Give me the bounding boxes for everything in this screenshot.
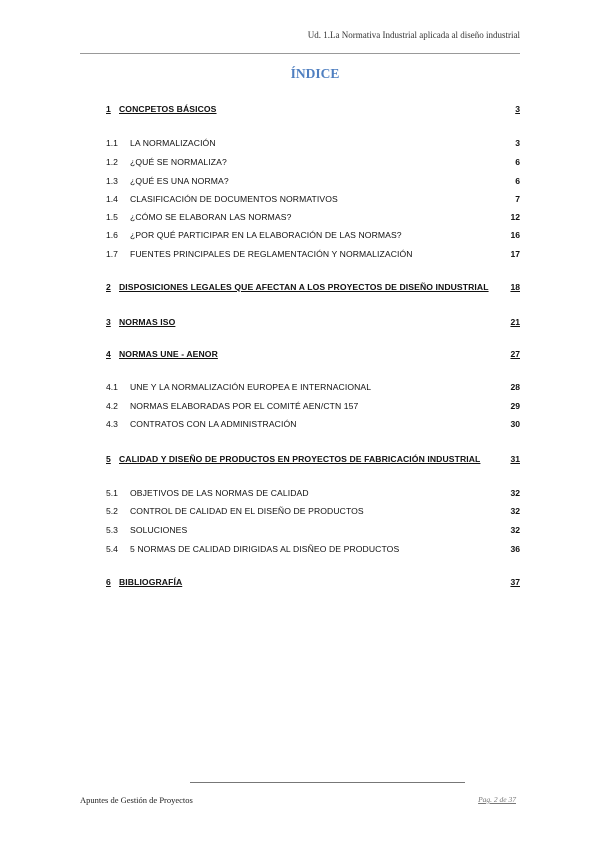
toc-page-number: 31: [510, 454, 520, 464]
toc-number: 5.4: [106, 544, 118, 554]
toc-entry-5-4[interactable]: [106, 544, 520, 555]
toc-number: 4.3: [106, 419, 118, 429]
toc-number: 1.5: [106, 212, 118, 222]
toc-entry-1-4[interactable]: [106, 194, 520, 205]
toc-label: CALIDAD Y DISEÑO DE PRODUCTOS EN PROYECTOS DE FABRICACIÓN INDUSTRIAL: [119, 454, 481, 464]
toc-page-number: 21: [510, 317, 520, 327]
toc-label: CLASIFICACIÓN DE DOCUMENTOS NORMATIVOS: [130, 194, 338, 204]
toc-page-number: 32: [510, 525, 520, 535]
toc-label: ¿QUÉ SE NORMALIZA?: [130, 157, 227, 167]
toc-number: 1.4: [106, 194, 118, 204]
toc-number: 3: [106, 317, 111, 327]
toc-number: 5.3: [106, 525, 118, 535]
toc-page-number: 3: [515, 138, 520, 148]
toc-label: NORMAS ELABORADAS POR EL COMITÉ AEN/CTN 157: [130, 401, 359, 411]
toc-page-number: 17: [510, 249, 520, 259]
toc-number: 1.6: [106, 230, 118, 240]
page-header: Ud. 1.La Normativa Industrial aplicada al diseño industrial: [307, 30, 520, 40]
toc-page-number: 6: [515, 157, 520, 167]
toc-entry-4-1[interactable]: [106, 382, 520, 393]
toc-entry-4-2[interactable]: [106, 401, 520, 412]
toc-number: 4.1: [106, 382, 118, 392]
toc-label: CONCPETOS BÁSICOS: [119, 104, 217, 114]
toc-label: NORMAS UNE - AENOR: [119, 349, 218, 359]
toc-label: ¿POR QUÉ PARTICIPAR EN LA ELABORACIÓN DE LAS NORMAS?: [130, 230, 402, 240]
toc-entry-1-6[interactable]: [106, 230, 520, 241]
toc-entry-5-2[interactable]: [106, 506, 520, 517]
toc-number: 6: [106, 577, 111, 587]
toc-entry-4-3[interactable]: [106, 419, 520, 430]
toc-number: 5: [106, 454, 111, 464]
toc-entry-1-2[interactable]: [106, 157, 520, 168]
toc-page-number: 27: [510, 349, 520, 359]
footer-page-number: Pag. 2 de 37: [478, 795, 516, 804]
toc-number: 5.1: [106, 488, 118, 498]
toc-number: 5.2: [106, 506, 118, 516]
toc-entry-2[interactable]: [106, 282, 520, 293]
toc-label: ¿CÓMO SE ELABORAN LAS NORMAS?: [130, 212, 292, 222]
toc-entry-1-7[interactable]: [106, 249, 520, 260]
toc-page-number: 7: [515, 194, 520, 204]
toc-entry-3[interactable]: [106, 317, 520, 328]
toc-number: 4: [106, 349, 111, 359]
toc-page-number: 16: [510, 230, 520, 240]
toc-page-number: 30: [510, 419, 520, 429]
toc-page-number: 3: [515, 104, 520, 114]
toc-entry-1-3[interactable]: [106, 176, 520, 187]
toc-entry-5-3[interactable]: [106, 525, 520, 536]
toc-title: ÍNDICE: [290, 66, 340, 81]
toc-label: LA NORMALIZACIÓN: [130, 138, 216, 148]
toc-label: SOLUCIONES: [130, 525, 188, 535]
toc-number: 1.1: [106, 138, 118, 148]
toc-page-number: 32: [510, 488, 520, 498]
toc-page-number: 12: [510, 212, 520, 222]
toc-page-number: 28: [510, 382, 520, 392]
toc-entry-1-1[interactable]: [106, 138, 520, 149]
toc-entry-6[interactable]: [106, 577, 520, 588]
footer-divider: [190, 782, 465, 783]
toc-page-number: 6: [515, 176, 520, 186]
toc-label: UNE Y LA NORMALIZACIÓN EUROPEA E INTERNACIONAL: [130, 382, 372, 392]
toc-number: 1.2: [106, 157, 118, 167]
toc-number: 1: [106, 104, 111, 114]
toc-label: ¿QUÉ ES UNA NORMA?: [130, 176, 229, 186]
toc-page-number: 32: [510, 506, 520, 516]
toc-entry-1-5[interactable]: [106, 212, 520, 223]
toc-entry-5-1[interactable]: [106, 488, 520, 499]
toc-label: CONTRATOS CON LA ADMINISTRACIÓN: [130, 419, 297, 429]
toc-number: 1.3: [106, 176, 118, 186]
toc-page-number: 37: [510, 577, 520, 587]
toc-page-number: 29: [510, 401, 520, 411]
toc-entry-5[interactable]: [106, 454, 520, 465]
toc-label: 5 NORMAS DE CALIDAD DIRIGIDAS AL DISÑEO DE PRODUCTOS: [130, 544, 400, 554]
toc-number: 2: [106, 282, 111, 292]
toc-page-number: 18: [510, 282, 520, 292]
toc-number: 1.7: [106, 249, 118, 259]
toc-page-number: 36: [510, 544, 520, 554]
toc-label: DISPOSICIONES LEGALES QUE AFECTAN A LOS PROYECTOS DE DISEÑO INDUSTRIAL: [119, 282, 489, 292]
toc-label: OBJETIVOS DE LAS NORMAS DE CALIDAD: [130, 488, 309, 498]
toc-label: BIBLIOGRAFÍA: [119, 577, 183, 587]
toc-label: NORMAS ISO: [119, 317, 176, 327]
toc-entry-4[interactable]: [106, 349, 520, 360]
footer-course-title: Apuntes de Gestión de Proyectos: [80, 795, 193, 805]
toc-label: CONTROL DE CALIDAD EN EL DISEÑO DE PRODUCTOS: [130, 506, 364, 516]
toc-entry-1[interactable]: [106, 104, 520, 115]
toc-number: 4.2: [106, 401, 118, 411]
toc-label: FUENTES PRINCIPALES DE REGLAMENTACIÓN Y NORMALIZACIÓN: [130, 249, 413, 259]
